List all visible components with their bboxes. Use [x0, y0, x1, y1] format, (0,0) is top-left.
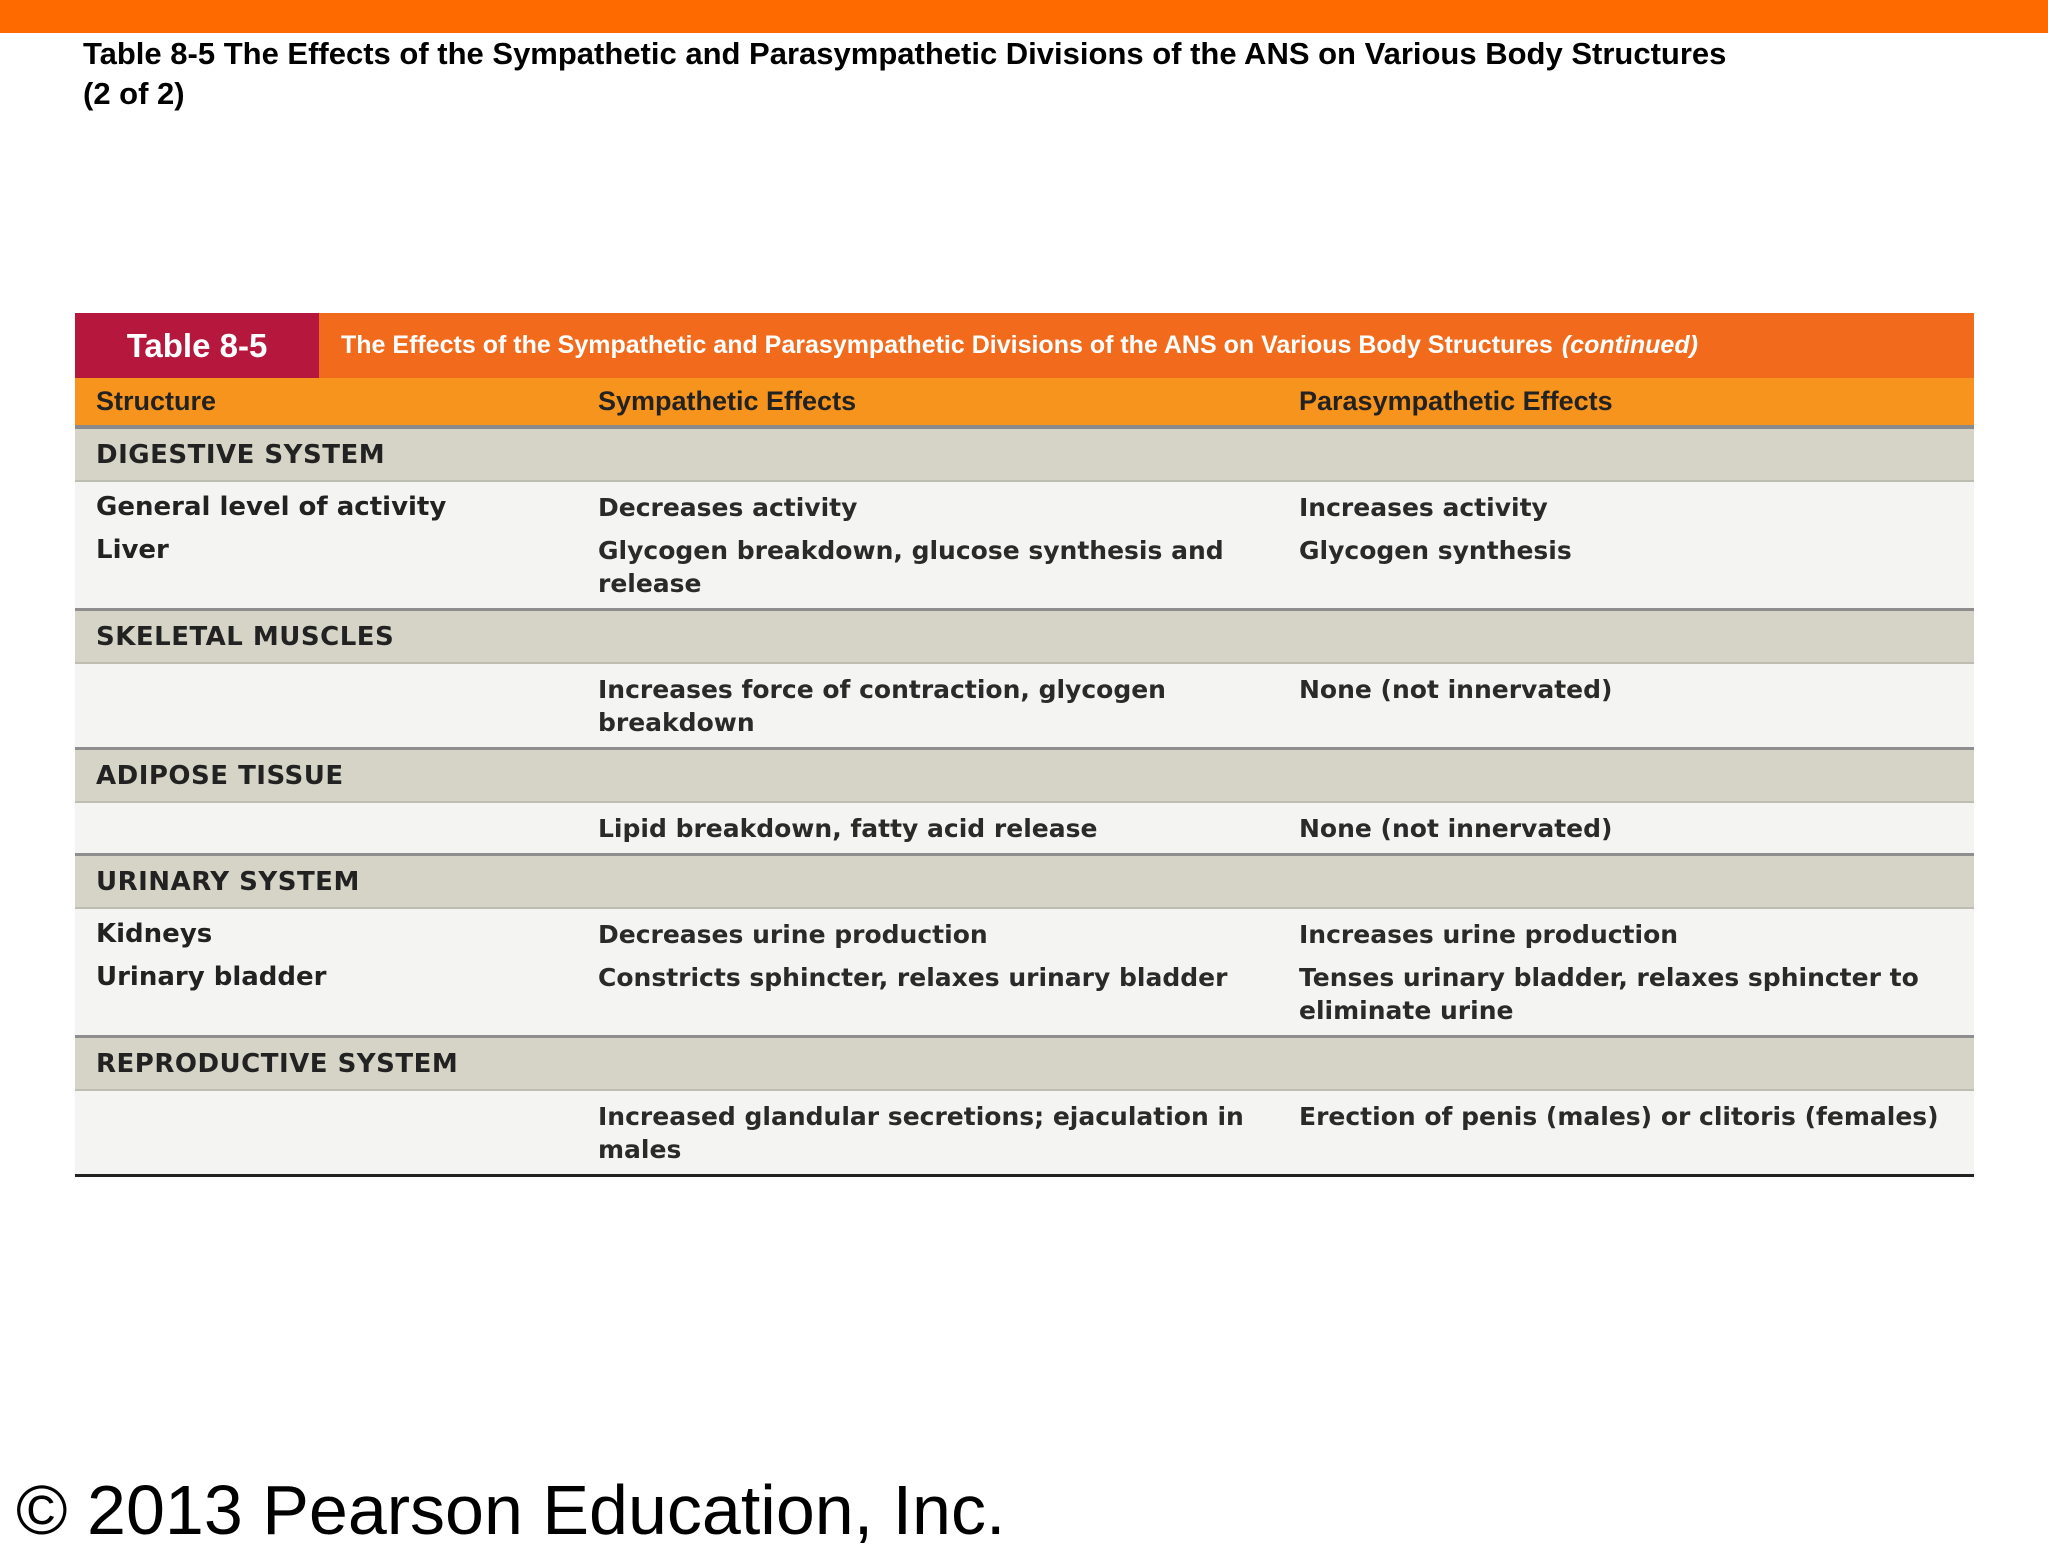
- sympathetic-cell: Lipid breakdown, fatty acid release: [598, 814, 1098, 843]
- section-header: SKELETAL MUSCLES: [75, 611, 1974, 664]
- table-row: [75, 534, 1974, 600]
- table-title: The Effects of the Sympathetic and Parasympathetic Divisions of the ANS on Various Body Structures: [341, 331, 1553, 359]
- table-continued-label: (continued): [1561, 331, 1698, 359]
- sympathetic-cell: Increases force of contraction, glycogen breakdown: [598, 675, 1166, 737]
- structure-cell: [75, 673, 598, 739]
- table-body: [75, 429, 1974, 1177]
- section-header: REPRODUCTIVE SYSTEM: [75, 1038, 1974, 1091]
- slide-title-line1: Table 8-5 The Effects of the Sympathetic and Parasympathetic Divisions of the ANS on Various Body Structures: [83, 36, 1727, 71]
- structure-cell: General level of activity: [96, 492, 447, 522]
- sympathetic-cell: Constricts sphincter, relaxes urinary bladder: [598, 963, 1228, 992]
- copyright-notice: © 2013 Pearson Education, Inc.: [16, 1471, 1006, 1549]
- table-caption-title: [319, 313, 1974, 378]
- top-accent-bar: [0, 0, 2048, 33]
- section-rows: [75, 482, 1974, 611]
- table-caption: [75, 313, 1974, 378]
- sympathetic-cell: Glycogen breakdown, glucose synthesis and release: [598, 536, 1224, 598]
- structure-cell: Urinary bladder: [96, 962, 327, 992]
- table-number-label: Table 8-5: [75, 313, 319, 378]
- slide-title-line2: (2 of 2): [83, 76, 185, 111]
- structure-cell: Liver: [96, 535, 169, 565]
- section-rows: [75, 909, 1974, 1038]
- parasympathetic-cell: None (not innervated): [1299, 675, 1613, 704]
- table-row: [75, 812, 1974, 845]
- header-sympathetic: Sympathetic Effects: [598, 386, 857, 416]
- parasympathetic-cell: Increases activity: [1299, 493, 1548, 522]
- structure-cell: [75, 1100, 598, 1166]
- sympathetic-cell: Decreases urine production: [598, 920, 988, 949]
- section-rows: [75, 1091, 1974, 1177]
- parasympathetic-cell: Erection of penis (males) or clitoris (females): [1299, 1102, 1939, 1131]
- effects-table: [75, 313, 1974, 1177]
- structure-cell: Kidneys: [96, 919, 213, 949]
- slide-title: [83, 34, 1963, 114]
- table-header-row: [75, 378, 1974, 429]
- table-row: [75, 918, 1974, 951]
- header-structure: Structure: [96, 386, 217, 416]
- table-row: [75, 673, 1974, 739]
- header-parasympathetic: Parasympathetic Effects: [1299, 386, 1613, 416]
- structure-cell: [75, 812, 598, 845]
- table-row: [75, 961, 1974, 1027]
- parasympathetic-cell: Increases urine production: [1299, 920, 1679, 949]
- table-row: [75, 491, 1974, 524]
- section-rows: [75, 803, 1974, 856]
- sympathetic-cell: Increased glandular secretions; ejaculation in males: [598, 1102, 1244, 1164]
- sympathetic-cell: Decreases activity: [598, 493, 858, 522]
- parasympathetic-cell: Tenses urinary bladder, relaxes sphincter to eliminate urine: [1299, 963, 1919, 1025]
- table-row: [75, 1100, 1974, 1166]
- parasympathetic-cell: Glycogen synthesis: [1299, 536, 1572, 565]
- section-rows: [75, 664, 1974, 750]
- section-header: DIGESTIVE SYSTEM: [75, 429, 1974, 482]
- parasympathetic-cell: None (not innervated): [1299, 814, 1613, 843]
- section-header: ADIPOSE TISSUE: [75, 750, 1974, 803]
- section-header: URINARY SYSTEM: [75, 856, 1974, 909]
